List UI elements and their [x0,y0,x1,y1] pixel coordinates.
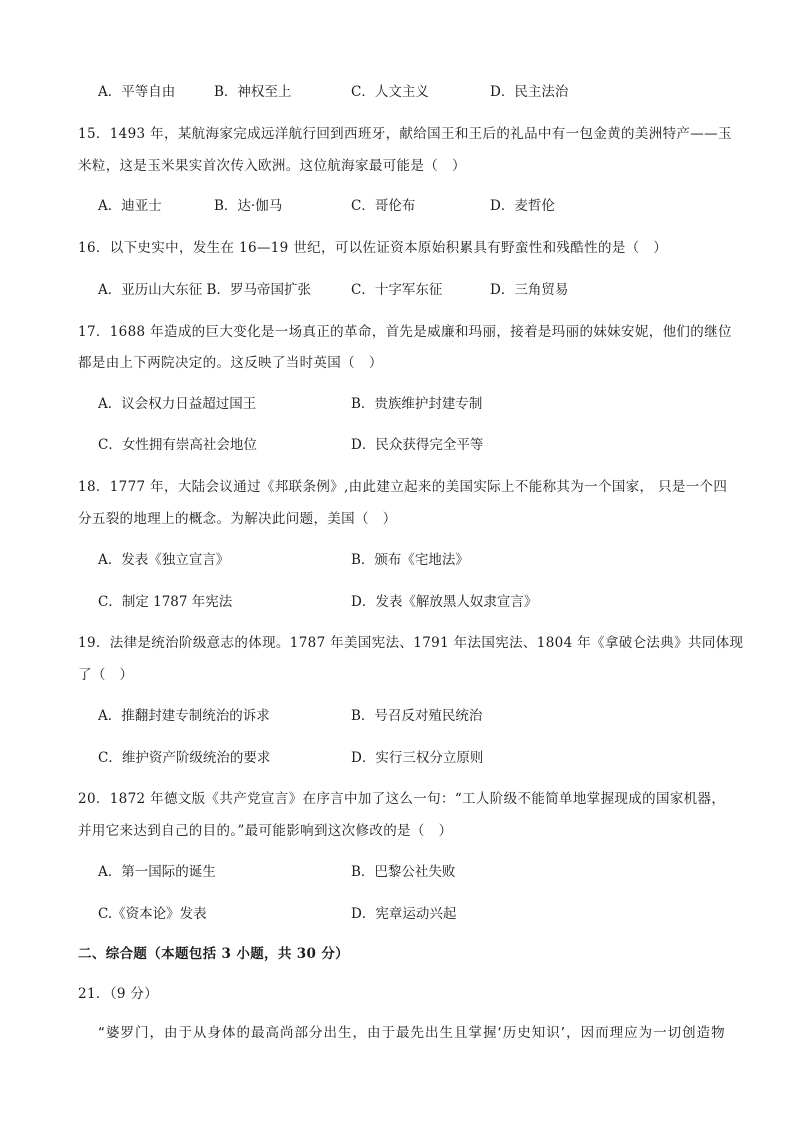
q18-option-c: C．制定 1787 年宪法 [98,594,233,610]
q15-option-d: D．麦哲伦 [490,198,555,214]
q19-stem-line1: 19．法律是统治阶级意志的体现。1787 年美国宪法、1791 年法国宪法、1804 年《拿破仑法典》共同体现 [78,635,744,651]
q19-option-b: B．号召反对殖民统治 [351,708,483,724]
q18-option-a: A．发表《独立宣言》 [98,552,230,568]
section-heading: 二、综合题（本题包括 3 小题，共 30 分） [78,946,350,962]
q14-option-b: B．神权至上 [214,84,292,100]
q20-stem-line2: 并用它来达到自己的目的。”最可能影响到这次修改的是（ ） [78,823,453,839]
q21-quote: “婆罗门，由于从身体的最高尚部分出生，由于最先出生且掌握‘历史知识’，因而理应为一切创造物 [98,1025,726,1041]
q19-option-c: C．维护资产阶级统治的要求 [98,750,271,766]
q19-option-d: D．实行三权分立原则 [351,750,484,766]
q14-option-c: C．人文主义 [351,84,429,100]
q15-stem-line1: 15．1493 年，某航海家完成远洋航行回到西班牙，献给国王和王后的礼品中有一包金黄的美洲特产——玉 [78,126,732,142]
q14-option-d: D．民主法治 [490,84,569,100]
q20-option-d: D．宪章运动兴起 [351,906,457,922]
q15-option-c: C．哥伦布 [351,198,416,214]
q16-option-c: C．十字军东征 [351,282,443,298]
q20-option-a: A．第一国际的诞生 [98,864,216,880]
q17-option-a: A．议会权力日益超过国王 [98,396,257,412]
q17-option-c: C．女性拥有崇高社会地位 [98,437,257,453]
q14-option-a: A．平等自由 [98,84,176,100]
q18-stem-line1: 18．1777 年，大陆会议通过《邦联条例》,由此建立起来的美国实际上不能称其为一个国家， 只是一个四 [78,479,728,495]
q20-stem-line1: 20．1872 年德文版《共产党宣言》在序言中加了这么一句：“工人阶级不能简单地掌握现成的国家机器， [78,791,726,807]
q21-label: 21．（9 分） [78,986,159,1002]
q15-option-b: B．达·伽马 [214,198,283,214]
q20-option-c: C.《资本论》发表 [98,906,207,922]
q15-stem-line2: 米粒，这是玉米果实首次传入欧洲。这位航海家最可能是（ ） [78,158,466,174]
q18-option-d: D．发表《解放黑人奴隶宣言》 [351,594,538,610]
q16-stem-line1: 16．以下史实中，发生在 16—19 世纪，可以佐证资本原始积累具有野蛮性和残酷性的是（ ） [78,240,668,256]
q15-option-a: A．迪亚士 [98,198,162,214]
q17-stem-line2: 都是由上下两院决定的。这反映了当时英国（ ） [78,355,383,371]
q17-option-b: B．贵族维护封建专制 [351,396,483,412]
q17-option-d: D．民众获得完全平等 [351,437,484,453]
q19-option-a: A．推翻封建专制统治的诉求 [98,708,270,724]
q20-option-b: B．巴黎公社失败 [351,864,456,880]
q18-option-b: B．颁布《宅地法》 [351,552,469,568]
q16-option-d: D．三角贸易 [490,282,569,298]
q18-stem-line2: 分五裂的地理上的概念。为解决此问题，美国（ ） [78,511,397,527]
q19-stem-line2: 了（ ） [78,667,134,683]
q16-option-ab: A．亚历山大东征 B．罗马帝国扩张 [98,282,311,298]
q17-stem-line1: 17．1688 年造成的巨大变化是一场真正的革命，首先是威廉和玛丽，接着是玛丽的妹妹安妮，他们的继位 [78,324,732,340]
